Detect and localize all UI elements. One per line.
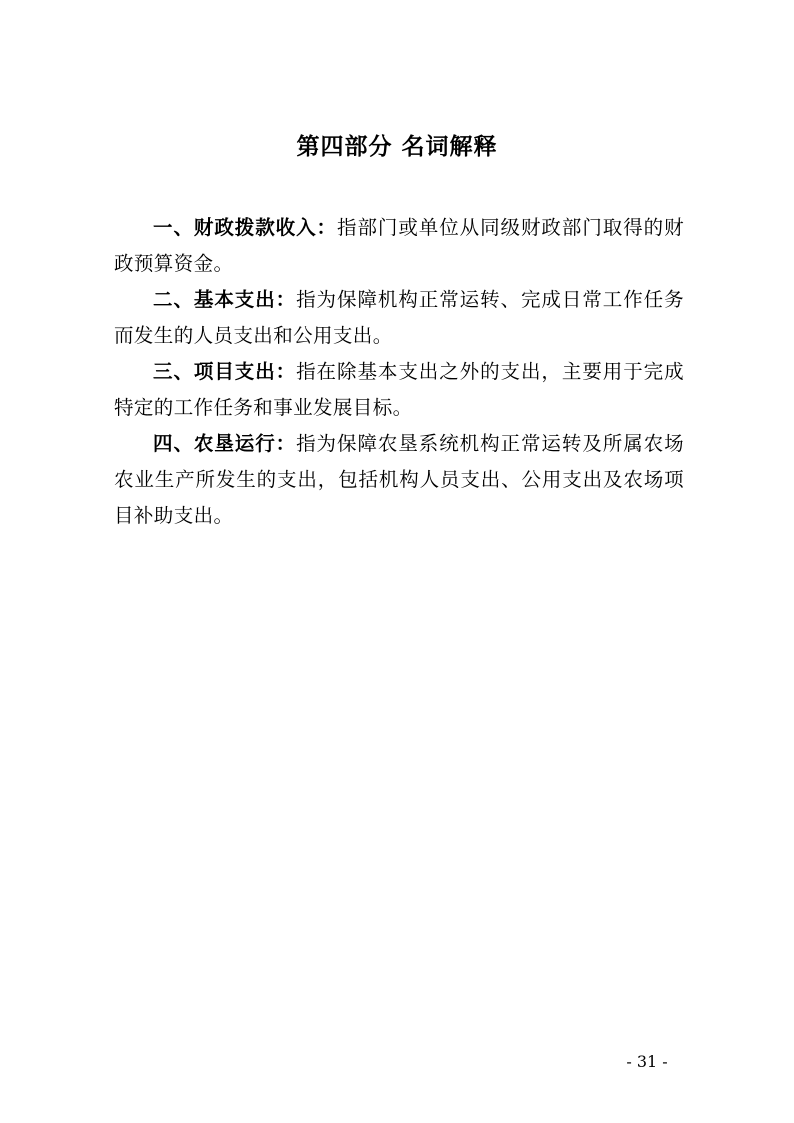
page-number-label: - 31 - (626, 1052, 668, 1071)
paragraph (114, 354, 684, 426)
document-body (114, 210, 684, 534)
term-definition: 指在除基本支出之外的支出，主要用于完成特定的工作任务和事业发展目标。 (114, 360, 684, 419)
term-label: 三、项目支出： (153, 360, 297, 383)
term-definition: 指部门或单位从同级财政部门取得的财政预算资金。 (114, 216, 684, 275)
paragraph (114, 210, 684, 282)
term-label: 二、基本支出： (153, 288, 297, 311)
page-number (0, 1052, 794, 1071)
paragraph (114, 426, 684, 534)
page-title: 第四部分 名词解释 (296, 133, 498, 160)
term-label: 一、财政拨款收入： (153, 216, 337, 239)
term-definition: 指为保障机构正常运转、完成日常工作任务而发生的人员支出和公用支出。 (114, 288, 684, 347)
term-definition: 指为保障农垦系统机构正常运转及所属农场农业生产所发生的支出，包括机构人员支出、公用支出及农场项目补助支出。 (114, 432, 684, 527)
paragraph (114, 282, 684, 354)
term-label: 四、农垦运行： (153, 432, 297, 455)
